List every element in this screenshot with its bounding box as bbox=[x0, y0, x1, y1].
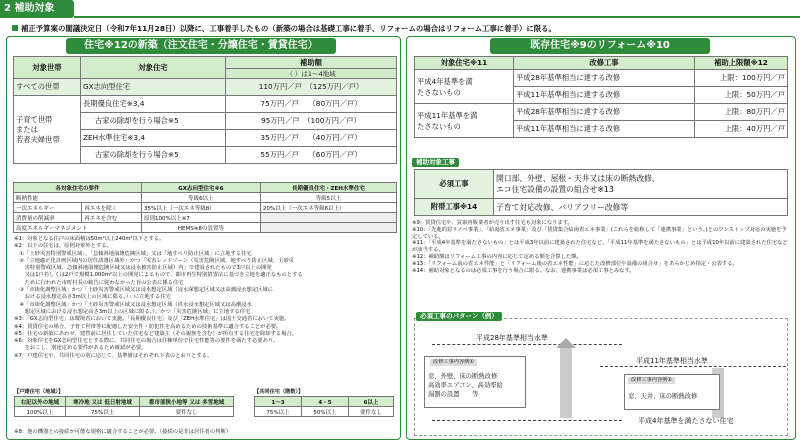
req-cell: 再エネを含む bbox=[82, 213, 142, 223]
housing-type-cell: 長期優良住宅※3,4 bbox=[81, 96, 226, 113]
req-col-zeh: 長期優良住宅・ZEH水準住宅 bbox=[260, 183, 396, 193]
reform-work-cell: 平成11年基準相当に達する改修 bbox=[514, 121, 695, 138]
family-household-cell bbox=[14, 96, 81, 164]
note-line: 又は1戸若しくは2戸で規模1,000m²以上の開発によるもので、都市再生特別措置法に基づき立地を適正なものとする bbox=[14, 272, 303, 279]
multi-col: 4・5 bbox=[302, 397, 349, 407]
req-cell: 20%以上（一次エネ等級6以上） bbox=[260, 203, 396, 213]
all-households-cell: すべての世帯 bbox=[14, 79, 81, 96]
multi-val: 50%以上 bbox=[302, 407, 349, 417]
work-table bbox=[414, 169, 788, 216]
example1-text bbox=[428, 372, 503, 399]
note-line: 害特別警戒区域、急傾斜地崩壊危険区域又は浸水被害防止区域）内」で建設されたもので3戸以上の開発 bbox=[14, 265, 272, 272]
col-housing: 対象住宅 bbox=[81, 57, 226, 79]
note-line: ※7：戸建住宅や、共同住宅の別に応じて、基準値はそれぞれ下表のとおりとする。 bbox=[14, 352, 213, 359]
example1-line: 湯器の設置 等 bbox=[428, 391, 479, 398]
detached-table bbox=[14, 396, 234, 417]
note-line: 想定区域における浸水想定高さ3m以上の区域に限る。）」かつ「災害危険区域」に立地する住宅 bbox=[14, 308, 251, 315]
req-col-req: 各対象住宅の要件 bbox=[14, 183, 142, 193]
note-line: ※9：賃貸住宅や、買取再販業者が売り出す住宅も対象になります。 bbox=[412, 220, 573, 226]
amount-cell: 55万円／戸 （60万円／戸） bbox=[226, 147, 397, 164]
note-line: おける浸水想定高さ3m以上の区域に限る。）」に立地する住宅 bbox=[14, 294, 171, 301]
reform-target-line: たさないもの bbox=[417, 87, 461, 97]
col-household: 対象世帯 bbox=[14, 57, 81, 79]
note-line: ために行われた市町村長の勧告に従わなかった旨の公表に係る住宅 bbox=[14, 279, 184, 286]
example2-text: 窓、天井、床の断熱改修 bbox=[628, 393, 698, 400]
multi-table bbox=[254, 396, 394, 417]
pattern-title: 必須工事のパターン（例） bbox=[416, 312, 502, 321]
reform-col-cap: 補助上限額※12 bbox=[695, 57, 788, 70]
detached-val: 要件なし bbox=[140, 407, 234, 417]
reform-target-line: 平成4年基準を満 bbox=[417, 76, 473, 86]
req-cell-empty bbox=[260, 213, 396, 223]
req-cell: 原則100%以上※7 bbox=[141, 213, 260, 223]
note-line: ※2：以下の住宅は、原則対象外とする。 bbox=[14, 243, 112, 250]
work-desc-cell: 子育て対応改修、バリアフリー改修等 bbox=[494, 199, 788, 216]
new-build-title: 住宅※12の新築（注文住宅・分譲住宅・賃貸住宅） bbox=[66, 38, 336, 54]
reform-target-cell bbox=[415, 104, 514, 138]
reform-target-line: 平成11年基準を満 bbox=[417, 110, 478, 120]
note-line: ※1：対象となる住戸の床面積は50m²以上240m²以下とする。 bbox=[14, 236, 165, 242]
req-cell: 消費量の削減率 bbox=[14, 213, 82, 223]
h4-line bbox=[432, 420, 622, 421]
req-cell: 高度エネルギーマネジメント bbox=[14, 223, 142, 233]
bullet-square-icon bbox=[12, 25, 18, 31]
req-cell: 35%以上（一次エネ等級8） bbox=[141, 203, 260, 213]
header-rule bbox=[74, 16, 800, 18]
note-line: ※11：「平成4年基準を満たさないもの」とは平成3年以前に建築された住宅など、「平成11年基準を満たさないもの」とは平成10年以前に建築された住宅などが該当する。 bbox=[412, 240, 788, 254]
housing-type-cell: ZEH水準住宅※3,4 bbox=[81, 130, 226, 147]
h28-line bbox=[432, 344, 622, 345]
reform-cap-cell: 上限：80万円／戸 bbox=[695, 104, 788, 121]
left-notes bbox=[14, 236, 303, 360]
family-label-line: 若者夫婦世帯 bbox=[16, 134, 60, 144]
work-label-cell: 必須工事 bbox=[415, 170, 494, 199]
multi-title: 【共同住宅（階数）】 bbox=[254, 389, 304, 395]
req-cell: 等級5以上 bbox=[260, 193, 396, 203]
new-build-table bbox=[13, 56, 397, 164]
note-line: ※12：補助額はリフォーム工事の内容に応じて定める額を合算した額。 bbox=[412, 253, 582, 260]
reform-cap-cell: 上限：50万円／戸 bbox=[695, 87, 788, 104]
h11-line bbox=[600, 366, 786, 367]
left-footnote: ※8：他の機器との接続が可能な規格に適合することが必要。（接続の是非は居住者の判断） bbox=[14, 429, 232, 435]
multi-col: 1～3 bbox=[255, 397, 302, 407]
notice-text: 補正予算案の閣議決定日（令和7年11月28日）以降に、工事着手したもの（新築の場合は基礎工事に着手、リフォームの場合はリフォーム工事に着手）に限る。 bbox=[21, 24, 556, 33]
work-desc-line: 開口部、外壁、屋根・天井又は床の断熱改修、 bbox=[496, 174, 660, 183]
h28-label: 平成28年基準相当水準 bbox=[476, 334, 548, 342]
note-line: ④「市街化調整区域」かつ「土砂災害警戒区域又は浸水想定区域（洪水浸水想定区域又は高潮浸水 bbox=[14, 301, 252, 308]
detached-col: 寒冷地 又は 低日射地域 bbox=[65, 397, 139, 407]
note-line: ※13：「リフォーム前の省エネ性能」と「リフォーム後の省エネ性能」に応じた改修部位や設備の組合せ」をあらかじめ指定・公表する。 bbox=[412, 260, 738, 267]
detached-col: 右記以外の地域 bbox=[15, 397, 66, 407]
reform-cap-cell: 上限：100万円／戸 bbox=[695, 70, 788, 87]
reform-table bbox=[414, 56, 788, 138]
amount-cell: 75万円／戸 （80万円／戸） bbox=[226, 96, 397, 113]
col-amount-note: （ ）は1～4地域 bbox=[226, 69, 397, 79]
req-col-gx: GX志向型住宅※6 bbox=[141, 183, 260, 193]
reform-work-cell: 平成28年基準相当に達する改修 bbox=[514, 104, 695, 121]
work-desc-cell bbox=[494, 170, 788, 199]
req-cell: 再エネを除く bbox=[82, 203, 142, 213]
reform-work-cell: 平成11年基準相当に達する改修 bbox=[514, 87, 695, 104]
housing-type-cell: 古家の除却を行う場合※5 bbox=[81, 113, 226, 130]
reform-cap-cell: 上限：40万円／戸 bbox=[695, 121, 788, 138]
note-line: をおこし、別途定める要件があるため確認が必要。 bbox=[14, 345, 147, 352]
detached-val: 75%以上 bbox=[65, 407, 139, 417]
req-cell: HEMS※8の設置等 bbox=[141, 223, 260, 233]
reform-col-work: 改修工事 bbox=[514, 57, 695, 70]
note-line: ②「立地適正化計画区域内の居住誘導区域外」かつ「災害レッドゾーン（災害危険区域、地すべり防止区域、土砂災 bbox=[14, 257, 294, 264]
work-tag: 補助対象工事 bbox=[412, 158, 459, 167]
work-desc-line: エコ住宅設備の設置の組合せ※13 bbox=[496, 185, 614, 194]
right-notes bbox=[412, 220, 790, 274]
gx-housing-cell: GX志向型住宅 bbox=[81, 79, 226, 96]
example1-line: 高効率エアコン、高効率給 bbox=[428, 382, 503, 389]
gx-amount-cell: 110万円／戸 （125万円／戸） bbox=[226, 79, 397, 96]
note-line: ※4：賃貸住宅の場合、子育て世帯等に配慮した安全性・防犯性を高めるための技術基準に適合することが必要。 bbox=[14, 323, 282, 330]
notice-line bbox=[12, 23, 556, 34]
reform-work-cell: 平成28年基準相当に達する改修 bbox=[514, 70, 695, 87]
detached-title: 【戸建住宅（地域）】 bbox=[14, 389, 64, 395]
work-label-cell: 附帯工事※14 bbox=[415, 199, 494, 216]
req-cell: 一次エネルギー bbox=[14, 203, 82, 213]
reform-target-line: たさないもの bbox=[417, 121, 461, 131]
multi-col: 6以上 bbox=[349, 397, 394, 407]
up-arrowhead-icon bbox=[556, 338, 576, 348]
note-line: ※14：補助対象となるのは必須工事を行う場合に限る。なお、連携事業は必須工事とみなす。 bbox=[412, 267, 635, 274]
req-cell: 断熱性能 bbox=[14, 193, 142, 203]
multi-val: 75%以上 bbox=[255, 407, 302, 417]
note-line: ③「市街化調整区域」かつ「土砂災害警戒区域又は浸水想定区域（浸水深想定区域又は高潮浸水想定区域に bbox=[14, 287, 274, 294]
reform-title: 既存住宅※9のリフォーム※10 bbox=[490, 38, 710, 54]
note-line: ※3：「GX志向型住宅」は環境省において実施。「長期優良住宅」及び「ZEH水準住宅」は国土交通省において実施。 bbox=[14, 316, 290, 323]
detached-val: 100%以上 bbox=[15, 407, 66, 417]
up-arrow-1-icon bbox=[560, 346, 572, 418]
family-label-line: 子育て世帯 bbox=[16, 114, 53, 124]
note-line: ①「土砂災害特別警戒区域」、「急傾斜地崩壊危険区域」又は「地すべり防止区域」に立地する住宅 bbox=[14, 250, 252, 257]
note-line: ※6：対象住宅をGX志向型住宅とする際に、共同住宅の場合は住棟単位で住宅性能等の要件を満たす必要あり。 bbox=[14, 338, 279, 345]
housing-type-cell: 古家の除却を行う場合※5 bbox=[81, 147, 226, 164]
family-label-line: または bbox=[16, 124, 38, 134]
h4-label: 平成4年基準を満たさない住宅 bbox=[638, 417, 734, 425]
col-amount: 補助額 bbox=[226, 57, 397, 69]
reform-col-target: 対象住宅※11 bbox=[415, 57, 514, 70]
example1-line: 窓、外壁、床の断熱改修 bbox=[428, 373, 498, 380]
example1-title: 改修工事内容例① bbox=[430, 359, 477, 366]
reform-target-cell bbox=[415, 70, 514, 104]
amount-cell: 95万円／戸 （100万円／戸） bbox=[226, 113, 397, 130]
note-line: ※10：「先進的窓リノベ事業」、「給湯省エネ事業」及び「賃貸集合給湯省エネ事業」(これらを総称して「連携事業」という。)とのワンストップ対応の実施を予定している。 bbox=[412, 226, 787, 240]
section-header: 2 補助対象 bbox=[0, 0, 74, 18]
amount-cell: 35万円／戸 （40万円／戸） bbox=[226, 130, 397, 147]
note-line: ※5：住宅の新築にあわせ、建替前に居住していた住宅など建築主（その親族を含む）が所有する住宅を除却する場合。 bbox=[14, 330, 298, 337]
requirements-table bbox=[13, 182, 397, 233]
multi-val: 要件なし bbox=[349, 407, 394, 417]
req-cell-empty bbox=[260, 223, 396, 233]
h11-label: 平成11年基準相当水準 bbox=[636, 357, 708, 365]
example2-title: 改修工事内容例② bbox=[628, 377, 675, 384]
detached-col: 都市部狭小地等 又は 多雪地域 bbox=[140, 397, 234, 407]
req-cell: 等級6以上 bbox=[141, 193, 260, 203]
